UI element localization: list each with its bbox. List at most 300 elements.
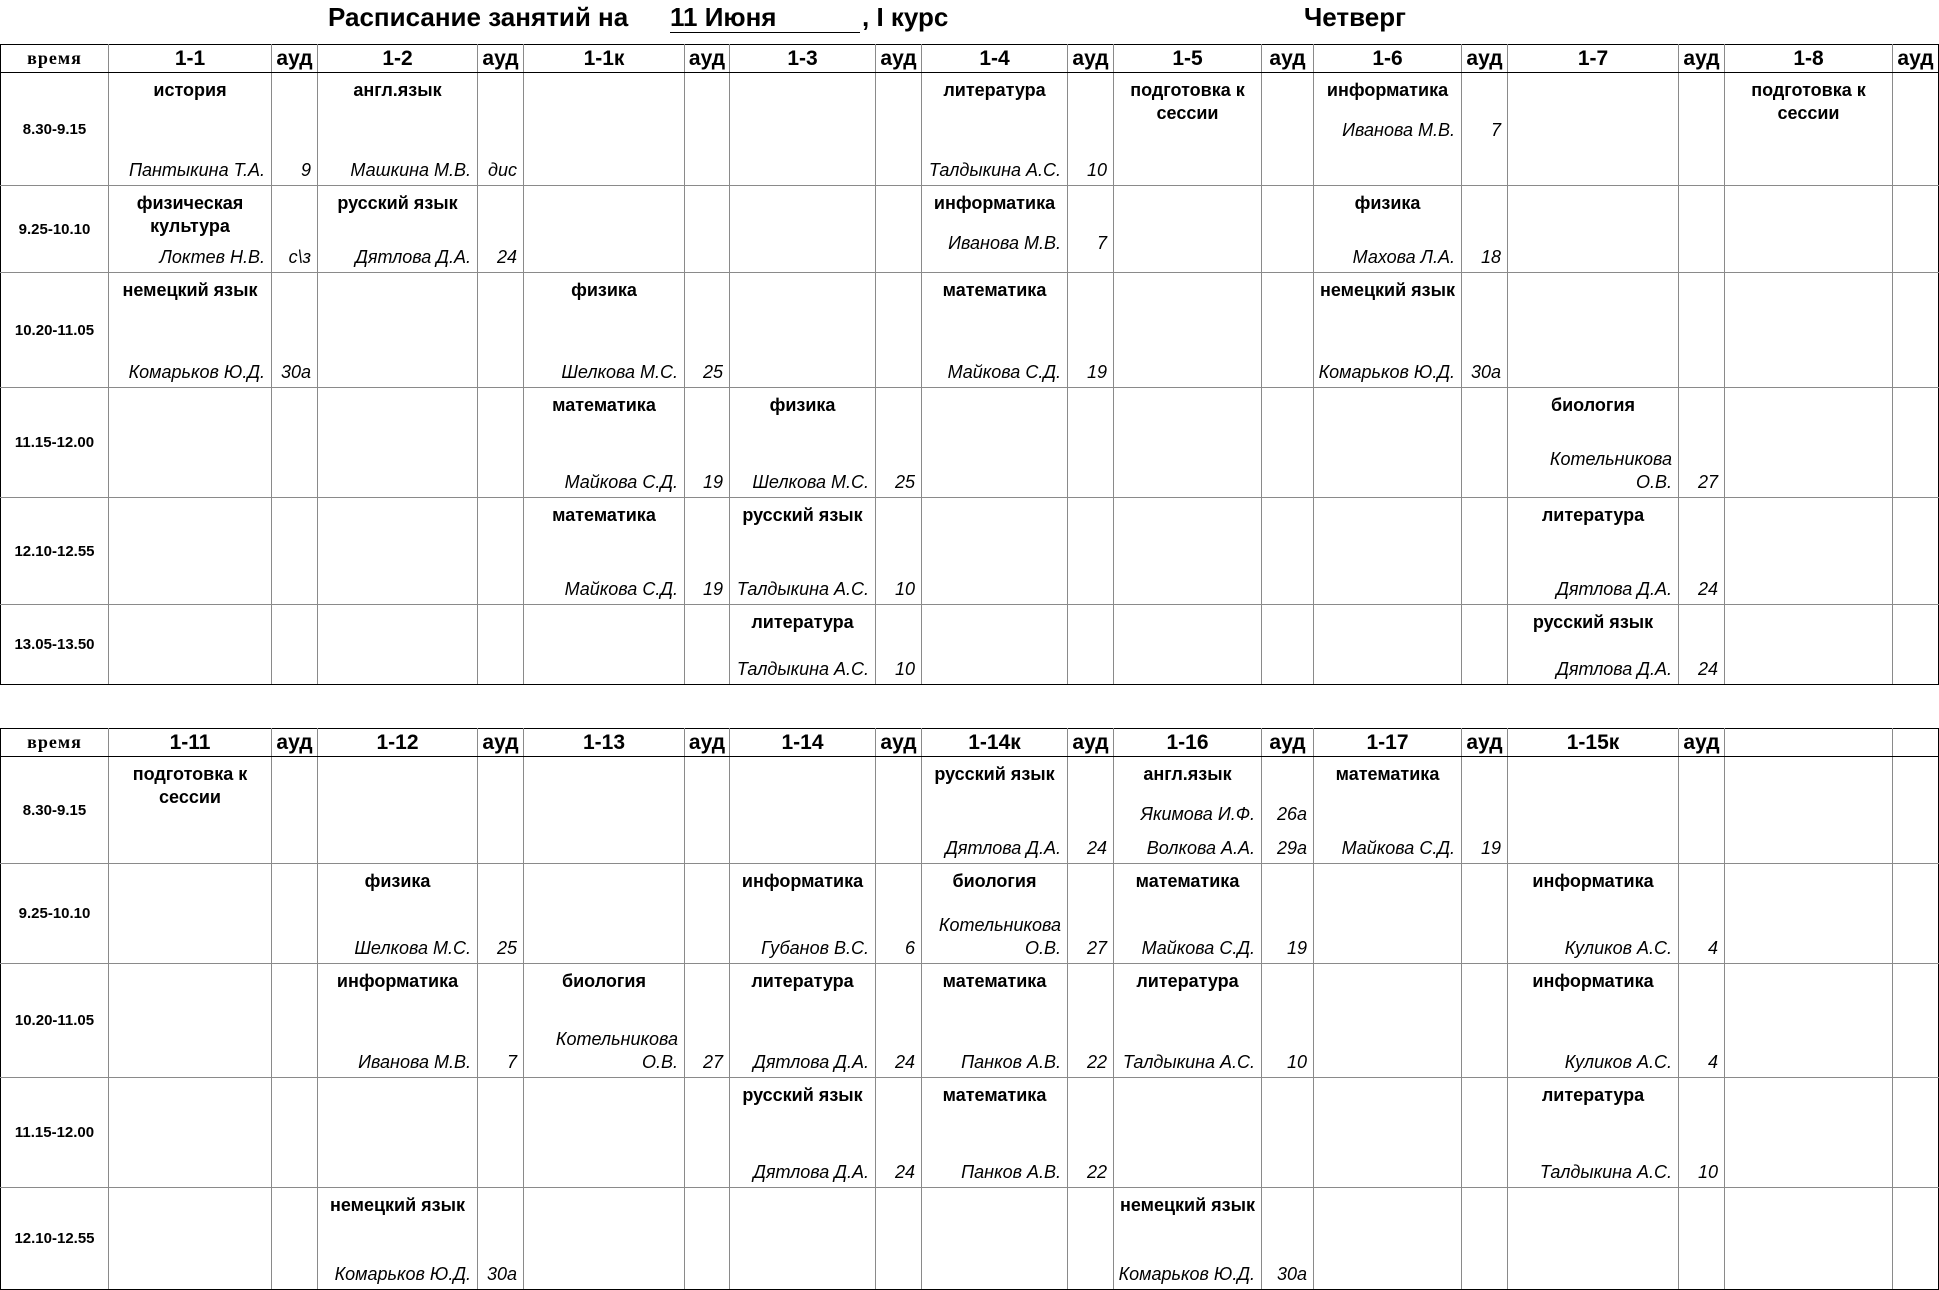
lesson-cell [524, 186, 685, 273]
lesson-cell [922, 388, 1068, 498]
lesson-cell [1725, 605, 1893, 685]
room-number: 30а [486, 1264, 517, 1284]
table-row [1, 186, 1939, 273]
subject-name: информатика [336, 971, 459, 991]
room-cell [876, 757, 922, 864]
lesson-cell [730, 498, 876, 605]
room-cell [272, 186, 318, 273]
room-number: 19 [702, 579, 723, 599]
subject-name: англ.язык [1143, 764, 1232, 784]
room-cell [1462, 1078, 1508, 1188]
subject-name: математика [552, 395, 656, 415]
lesson-cell [922, 757, 1068, 864]
room-cell [1262, 864, 1314, 964]
subject-name: русский язык [337, 193, 458, 213]
lesson-cell [1314, 964, 1462, 1078]
room-number: 26а [1276, 804, 1307, 824]
room-cell [685, 273, 730, 388]
subject-name: математика [1335, 764, 1440, 784]
teacher-name: Шелкова М.С. [354, 938, 471, 958]
teacher-name: Талдыкина А.С. [1122, 1052, 1255, 1072]
table-row [1, 273, 1939, 388]
lesson-cell [1725, 498, 1893, 605]
schedule-table-2 [0, 728, 1939, 1290]
room-number: 29а [1276, 838, 1307, 858]
room-cell [272, 1078, 318, 1188]
room-cell [1262, 605, 1314, 685]
lesson-cell [1508, 605, 1679, 685]
room-number: 30а [1470, 362, 1501, 382]
group-header: 1-5 [1114, 45, 1262, 73]
room-header: ауд [1262, 729, 1314, 757]
lesson-cell [524, 73, 685, 186]
teacher-name: Дятлова Д.А. [1556, 579, 1672, 599]
time-slot: 8.30-9.15 [1, 73, 109, 186]
subject-name: литература [751, 971, 854, 991]
teacher-name: Майкова С.Д. [1341, 838, 1455, 858]
subject-name: биология [562, 971, 646, 991]
teacher-name: Котельникова О.В. [938, 915, 1061, 958]
room-cell [876, 1078, 922, 1188]
room-cell [876, 273, 922, 388]
lesson-cell [318, 498, 478, 605]
room-cell [685, 1188, 730, 1290]
room-cell [876, 964, 922, 1078]
room-cell [1893, 186, 1939, 273]
room-cell [876, 1188, 922, 1290]
table-row [1, 498, 1939, 605]
teacher-name: Комарьков Ю.Д. [128, 362, 265, 382]
teacher-name: Дятлова Д.А. [753, 1052, 869, 1072]
lesson-cell [1725, 964, 1893, 1078]
room-number: 27 [1086, 938, 1107, 958]
room-cell [272, 388, 318, 498]
teacher-name: Якимова И.Ф. [1140, 804, 1255, 824]
lesson-cell [1314, 498, 1462, 605]
lesson-cell [1314, 1188, 1462, 1290]
lesson-cell [922, 1188, 1068, 1290]
lesson-cell [109, 1188, 272, 1290]
lesson-cell [922, 273, 1068, 388]
room-number: 10 [894, 579, 915, 599]
subject-name: информатика [741, 871, 864, 891]
teacher-name: Котельникова О.В. [555, 1029, 678, 1072]
lesson-cell [922, 964, 1068, 1078]
room-header: ауд [1679, 45, 1725, 73]
teacher-name: Дятлова Д.А. [1556, 659, 1672, 679]
room-number: 27 [702, 1052, 723, 1072]
teacher-name: Комарьков Ю.Д. [334, 1264, 471, 1284]
subject-name: математика [942, 1085, 1047, 1105]
subject-name: литература [1136, 971, 1239, 991]
room-cell [876, 186, 922, 273]
room-number: 24 [894, 1052, 915, 1072]
room-cell [478, 757, 524, 864]
room-number: 10 [894, 659, 915, 679]
lesson-cell [1725, 1188, 1893, 1290]
lesson-cell [1314, 388, 1462, 498]
room-number: 24 [894, 1162, 915, 1182]
teacher-name: Панков А.В. [961, 1052, 1061, 1072]
lesson-cell [1508, 1078, 1679, 1188]
group-header: 1-13 [524, 729, 685, 757]
lesson-cell [730, 864, 876, 964]
lesson-cell [318, 186, 478, 273]
schedule-table-1 [0, 44, 1939, 685]
title-course: , I курс [862, 2, 949, 32]
lesson-cell [109, 757, 272, 864]
room-header: ауд [876, 45, 922, 73]
room-cell [478, 1188, 524, 1290]
room-cell [272, 498, 318, 605]
subject-name: информатика [1532, 871, 1654, 891]
table-row [1, 73, 1939, 186]
room-number: 25 [894, 472, 915, 492]
room-cell [1262, 757, 1314, 864]
room-header: ауд [272, 45, 318, 73]
group-header: 1-3 [730, 45, 876, 73]
teacher-name: Майкова С.Д. [1141, 938, 1255, 958]
lesson-cell [318, 1078, 478, 1188]
subject-name: информатика [1326, 80, 1449, 100]
lesson-cell [524, 273, 685, 388]
room-cell [1679, 605, 1725, 685]
room-cell [876, 605, 922, 685]
lesson-cell [1114, 498, 1262, 605]
teacher-name: Комарьков Ю.Д. [1118, 1264, 1255, 1284]
room-cell [1893, 388, 1939, 498]
room-cell [1068, 186, 1114, 273]
room-cell [1462, 864, 1508, 964]
room-cell [1893, 757, 1939, 864]
lesson-cell [1725, 186, 1893, 273]
teacher-name: Дятлова Д.А. [945, 838, 1061, 858]
room-number: 10 [1697, 1162, 1718, 1182]
time-header: время [1, 45, 109, 73]
room-cell [1262, 73, 1314, 186]
subject-name: литература [1541, 1085, 1645, 1105]
room-cell [1262, 388, 1314, 498]
room-header: ауд [1068, 45, 1114, 73]
lesson-cell [730, 757, 876, 864]
lesson-cell [1725, 73, 1893, 186]
title-date [670, 2, 860, 33]
group-header: 1-16 [1114, 729, 1262, 757]
lesson-cell [109, 498, 272, 605]
table-row [1, 964, 1939, 1078]
room-number: 24 [1697, 659, 1718, 679]
room-cell [1068, 1188, 1114, 1290]
room-header: ауд [1893, 45, 1939, 73]
lesson-cell [524, 388, 685, 498]
lesson-cell [109, 964, 272, 1078]
room-cell [1462, 73, 1508, 186]
teacher-name: Котельникова О.В. [1549, 449, 1672, 492]
room-cell [1462, 1188, 1508, 1290]
subject-name: биология [952, 871, 1037, 891]
room-cell [1068, 498, 1114, 605]
room-number: 10 [1286, 1052, 1307, 1072]
lesson-cell [524, 757, 685, 864]
subject-name: англ.язык [353, 80, 442, 100]
room-cell [1679, 864, 1725, 964]
room-cell [1893, 1078, 1939, 1188]
lesson-cell [1114, 73, 1262, 186]
subject-name: немецкий язык [122, 280, 258, 300]
group-header: 1-8 [1725, 45, 1893, 73]
room-cell [1893, 73, 1939, 186]
teacher-name: Пантыкина Т.А. [128, 160, 265, 180]
room-cell [685, 757, 730, 864]
lesson-cell [1508, 73, 1679, 186]
teacher-name: Волкова А.А. [1146, 838, 1255, 858]
lesson-cell [318, 605, 478, 685]
lesson-cell [318, 388, 478, 498]
lesson-cell [318, 73, 478, 186]
room-cell [1893, 273, 1939, 388]
room-cell [876, 388, 922, 498]
room-cell [1893, 1188, 1939, 1290]
group-header: 1-11 [109, 729, 272, 757]
lesson-cell [318, 757, 478, 864]
subject-name: физика [364, 871, 431, 891]
lesson-cell [730, 273, 876, 388]
lesson-cell [1114, 864, 1262, 964]
room-cell [1262, 964, 1314, 1078]
room-cell [1068, 605, 1114, 685]
lesson-cell [1114, 964, 1262, 1078]
teacher-name: Махова Л.А. [1352, 247, 1455, 267]
time-slot: 12.10-12.55 [1, 498, 109, 605]
room-cell [876, 498, 922, 605]
lesson-cell [318, 964, 478, 1078]
table-row [1, 1188, 1939, 1290]
room-number: с\з [288, 247, 311, 267]
lesson-cell [1725, 273, 1893, 388]
room-number: 7 [506, 1052, 517, 1072]
room-number: 4 [1707, 938, 1718, 958]
room-number: 18 [1480, 247, 1501, 267]
room-header: ауд [1068, 729, 1114, 757]
room-number: 30а [1276, 1264, 1307, 1284]
room-cell [1462, 605, 1508, 685]
group-header: 1-1к [524, 45, 685, 73]
room-number: 22 [1086, 1052, 1107, 1072]
room-cell [272, 757, 318, 864]
room-cell [272, 273, 318, 388]
room-number: дис [488, 160, 517, 180]
lesson-cell [524, 498, 685, 605]
room-header [1893, 729, 1939, 757]
lesson-cell [1725, 1078, 1893, 1188]
teacher-name: Дятлова Д.А. [355, 247, 471, 267]
room-number: 10 [1086, 160, 1107, 180]
teacher-name: Майкова С.Д. [564, 579, 678, 599]
teacher-name: Комарьков Ю.Д. [1318, 362, 1455, 382]
subject-name: литература [943, 80, 1046, 100]
room-header: ауд [876, 729, 922, 757]
teacher-name: Иванова М.В. [358, 1052, 471, 1072]
teacher-name: Майкова С.Д. [564, 472, 678, 492]
teacher-name: Талдыкина А.С. [1539, 1162, 1672, 1182]
lesson-cell [730, 1078, 876, 1188]
date-value: 11 Июня [670, 2, 777, 32]
subject-name: русский язык [1532, 612, 1654, 632]
subject-name: история [153, 80, 227, 100]
room-number: 25 [702, 362, 723, 382]
room-cell [1262, 498, 1314, 605]
subject-name: информатика [1532, 971, 1654, 991]
teacher-name: Локтев Н.В. [159, 247, 265, 267]
table-row [1, 388, 1939, 498]
header-row [1, 45, 1939, 73]
subject-name: литература [1541, 505, 1645, 525]
room-header: ауд [1262, 45, 1314, 73]
lesson-cell [1508, 498, 1679, 605]
subject-name: математика [942, 971, 1047, 991]
room-header: ауд [478, 45, 524, 73]
teacher-name: Куликов А.С. [1564, 1052, 1672, 1072]
subject-name: немецкий язык [1119, 1195, 1255, 1215]
teacher-name: Талдыкина А.С. [736, 659, 869, 679]
time-slot: 12.10-12.55 [1, 1188, 109, 1290]
group-header: 1-14к [922, 729, 1068, 757]
header-row [1, 729, 1939, 757]
subject-name: немецкий язык [329, 1195, 465, 1215]
room-cell [478, 605, 524, 685]
group-header: 1-6 [1314, 45, 1462, 73]
subject-name: русский язык [742, 1085, 863, 1105]
group-header: 1-12 [318, 729, 478, 757]
room-cell [1893, 498, 1939, 605]
subject-name: физика [571, 280, 637, 300]
room-header: ауд [478, 729, 524, 757]
room-cell [685, 388, 730, 498]
room-cell [1262, 186, 1314, 273]
title-prefix: Расписание занятий на [328, 2, 629, 32]
lesson-cell [1725, 757, 1893, 864]
lesson-cell [318, 1188, 478, 1290]
room-cell [1262, 273, 1314, 388]
room-cell [685, 1078, 730, 1188]
time-header: время [1, 729, 109, 757]
lesson-cell [1508, 388, 1679, 498]
room-number: 19 [1480, 838, 1501, 858]
room-number: 9 [300, 160, 311, 180]
room-cell [1679, 73, 1725, 186]
room-cell [1068, 964, 1114, 1078]
room-cell [478, 186, 524, 273]
time-slot: 10.20-11.05 [1, 964, 109, 1078]
lesson-cell [730, 73, 876, 186]
lesson-cell [524, 1188, 685, 1290]
room-cell [1679, 1078, 1725, 1188]
teacher-name: Губанов В.С. [761, 938, 869, 958]
teacher-name: Шелкова М.С. [752, 472, 869, 492]
lesson-cell [1114, 388, 1262, 498]
lesson-cell [1314, 73, 1462, 186]
subject-name: русский язык [934, 764, 1055, 784]
time-slot: 11.15-12.00 [1, 388, 109, 498]
title-weekday: Четверг [1304, 2, 1406, 32]
table-row [1, 1078, 1939, 1188]
lesson-cell [318, 273, 478, 388]
subject-name: русский язык [742, 505, 863, 525]
lesson-cell [922, 864, 1068, 964]
room-cell [1679, 498, 1725, 605]
room-cell [478, 964, 524, 1078]
lesson-cell [109, 605, 272, 685]
subject-name: математика [552, 505, 656, 525]
room-cell [1462, 388, 1508, 498]
room-number: 6 [904, 938, 915, 958]
group-header: 1-1 [109, 45, 272, 73]
lesson-cell [1508, 757, 1679, 864]
room-cell [1679, 273, 1725, 388]
lesson-cell [109, 273, 272, 388]
lesson-cell [1314, 1078, 1462, 1188]
time-slot: 8.30-9.15 [1, 757, 109, 864]
lesson-cell [922, 73, 1068, 186]
subject-name: биология [1551, 395, 1635, 415]
room-cell [1262, 1078, 1314, 1188]
lesson-cell [730, 964, 876, 1078]
room-number: 19 [702, 472, 723, 492]
teacher-name: Иванова М.В. [1342, 120, 1455, 140]
lesson-cell [109, 73, 272, 186]
lesson-cell [1725, 864, 1893, 964]
room-cell [876, 73, 922, 186]
subject-name: математика [1135, 871, 1240, 891]
lesson-cell [1508, 186, 1679, 273]
lesson-cell [1114, 757, 1262, 864]
room-header: ауд [1462, 45, 1508, 73]
teacher-name: Талдыкина А.С. [736, 579, 869, 599]
room-cell [272, 1188, 318, 1290]
room-cell [1679, 388, 1725, 498]
teacher-name: Куликов А.С. [1564, 938, 1672, 958]
room-cell [685, 186, 730, 273]
lesson-cell [1725, 388, 1893, 498]
lesson-cell [1114, 186, 1262, 273]
room-number: 24 [1697, 579, 1718, 599]
room-cell [1893, 964, 1939, 1078]
room-cell [1068, 388, 1114, 498]
subject-name: подготовка к сессии [132, 764, 248, 807]
time-slot: 10.20-11.05 [1, 273, 109, 388]
room-number: 7 [1490, 120, 1501, 140]
schedule-title [0, 0, 1920, 40]
lesson-cell [1314, 186, 1462, 273]
room-cell [478, 73, 524, 186]
lesson-cell [1314, 757, 1462, 864]
teacher-name: Талдыкина А.С. [928, 160, 1061, 180]
subject-name: физика [769, 395, 836, 415]
teacher-name: Майкова С.Д. [947, 362, 1061, 382]
teacher-name: Шелкова М.С. [561, 362, 678, 382]
table-row [1, 864, 1939, 964]
teacher-name: Панков А.В. [961, 1162, 1061, 1182]
lesson-cell [1314, 273, 1462, 388]
room-cell [685, 73, 730, 186]
room-header: ауд [272, 729, 318, 757]
lesson-cell [922, 186, 1068, 273]
room-number: 27 [1697, 472, 1718, 492]
room-cell [1679, 964, 1725, 1078]
room-number: 25 [496, 938, 517, 958]
room-cell [272, 964, 318, 1078]
lesson-cell [524, 1078, 685, 1188]
